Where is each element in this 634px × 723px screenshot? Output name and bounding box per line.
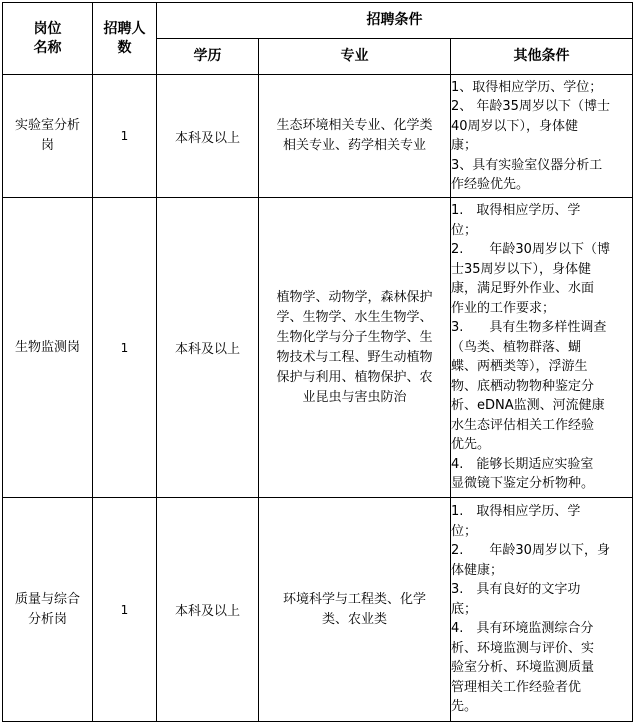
count-cell: 1 [93, 198, 157, 498]
condition-line: 4. 具有环境监测综合分 [451, 621, 594, 637]
condition-line: 4. 能够长期适应实验室 [451, 456, 594, 472]
condition-line: 3. 具有生物多样性调查 [451, 320, 607, 336]
condition-line: 士35周岁以下），身体健 [451, 261, 592, 277]
condition-line: 2. 年龄30周岁以下，身 [451, 543, 610, 559]
recruitment-table [2, 2, 633, 722]
condition-line: 作经验优先。 [451, 177, 530, 192]
table-row [3, 498, 633, 722]
condition-line: 康； [451, 138, 478, 153]
other-conditions-cell [451, 75, 633, 198]
condition-line: 验室分析、环境监测质量 [451, 660, 595, 676]
other-conditions-cell [451, 198, 633, 498]
table-row [3, 198, 633, 498]
condition-line: 1、取得相应学历、学位； [451, 79, 603, 95]
condition-line: 优先。 [451, 437, 491, 453]
condition-line: 3、具有实验室仪器分析工 [451, 157, 603, 173]
condition-line: 析、环境监测与评价、实 [451, 640, 595, 656]
header-education: 学历 [157, 39, 259, 75]
header-recruit-count: 招聘人 数 [93, 3, 157, 75]
condition-line: 2、 年龄35周岁以下（博士 [451, 99, 610, 114]
header-conditions: 招聘条件 [157, 3, 633, 39]
condition-line: 康，满足野外作业、水面 [451, 281, 595, 297]
major-cell: 环境科学与工程类、化学 类、农业类 [259, 498, 451, 722]
condition-line: 蝶、两栖类等），浮游生 [451, 359, 588, 375]
condition-line: 位； [451, 222, 478, 238]
condition-line: 3. 具有良好的文字功 [451, 582, 581, 598]
header-other: 其他条件 [451, 39, 633, 75]
count-cell: 1 [93, 75, 157, 198]
major-cell: 植物学、动物学，森林保护 学、生物学、水生生物学、 生物化学与分子生物学、生 物技术与工程、野生动植物 保护与利用、植物保护、农 业昆虫与害虫防治 [259, 198, 451, 498]
other-conditions-cell [451, 498, 633, 722]
condition-line: 40周岁以下），身体健 [451, 118, 579, 134]
condition-line: 管理相关工作经验者优 [451, 679, 582, 695]
condition-line: 水生态评估相关工作经验 [451, 417, 595, 433]
education-cell: 本科及以上 [157, 75, 259, 198]
condition-line: 物、底栖动物物种鉴定分 [451, 378, 595, 394]
condition-line: 体健康； [451, 562, 504, 578]
header-major: 专业 [259, 39, 451, 75]
position-cell: 实验室分析 岗 [3, 75, 93, 198]
major-cell: 生态环境相关专业、化学类 相关专业、药学相关专业 [259, 75, 451, 198]
condition-line: 析、eDNA监测、河流健康 [451, 398, 605, 414]
education-cell: 本科及以上 [157, 198, 259, 498]
condition-line: （鸟类、植物群落、蝴 [451, 339, 582, 355]
condition-line: 作业的工作要求； [451, 300, 556, 316]
condition-line: 1. 取得相应学历、学 [451, 203, 581, 219]
header-position-name: 岗位 名称 [3, 3, 93, 75]
position-cell: 质量与综合 分析岗 [3, 498, 93, 722]
condition-line: 位； [451, 523, 478, 539]
condition-line: 显微镜下鉴定分析物种。 [451, 476, 595, 492]
position-cell: 生物监测岗 [3, 198, 93, 498]
condition-line: 2. 年龄30周岁以下（博 [451, 242, 610, 258]
education-cell: 本科及以上 [157, 498, 259, 722]
condition-line: 底； [451, 601, 478, 617]
table-row [3, 75, 633, 198]
condition-line: 先。 [451, 699, 478, 715]
condition-line: 1. 取得相应学历、学 [451, 504, 581, 520]
count-cell: 1 [93, 498, 157, 722]
